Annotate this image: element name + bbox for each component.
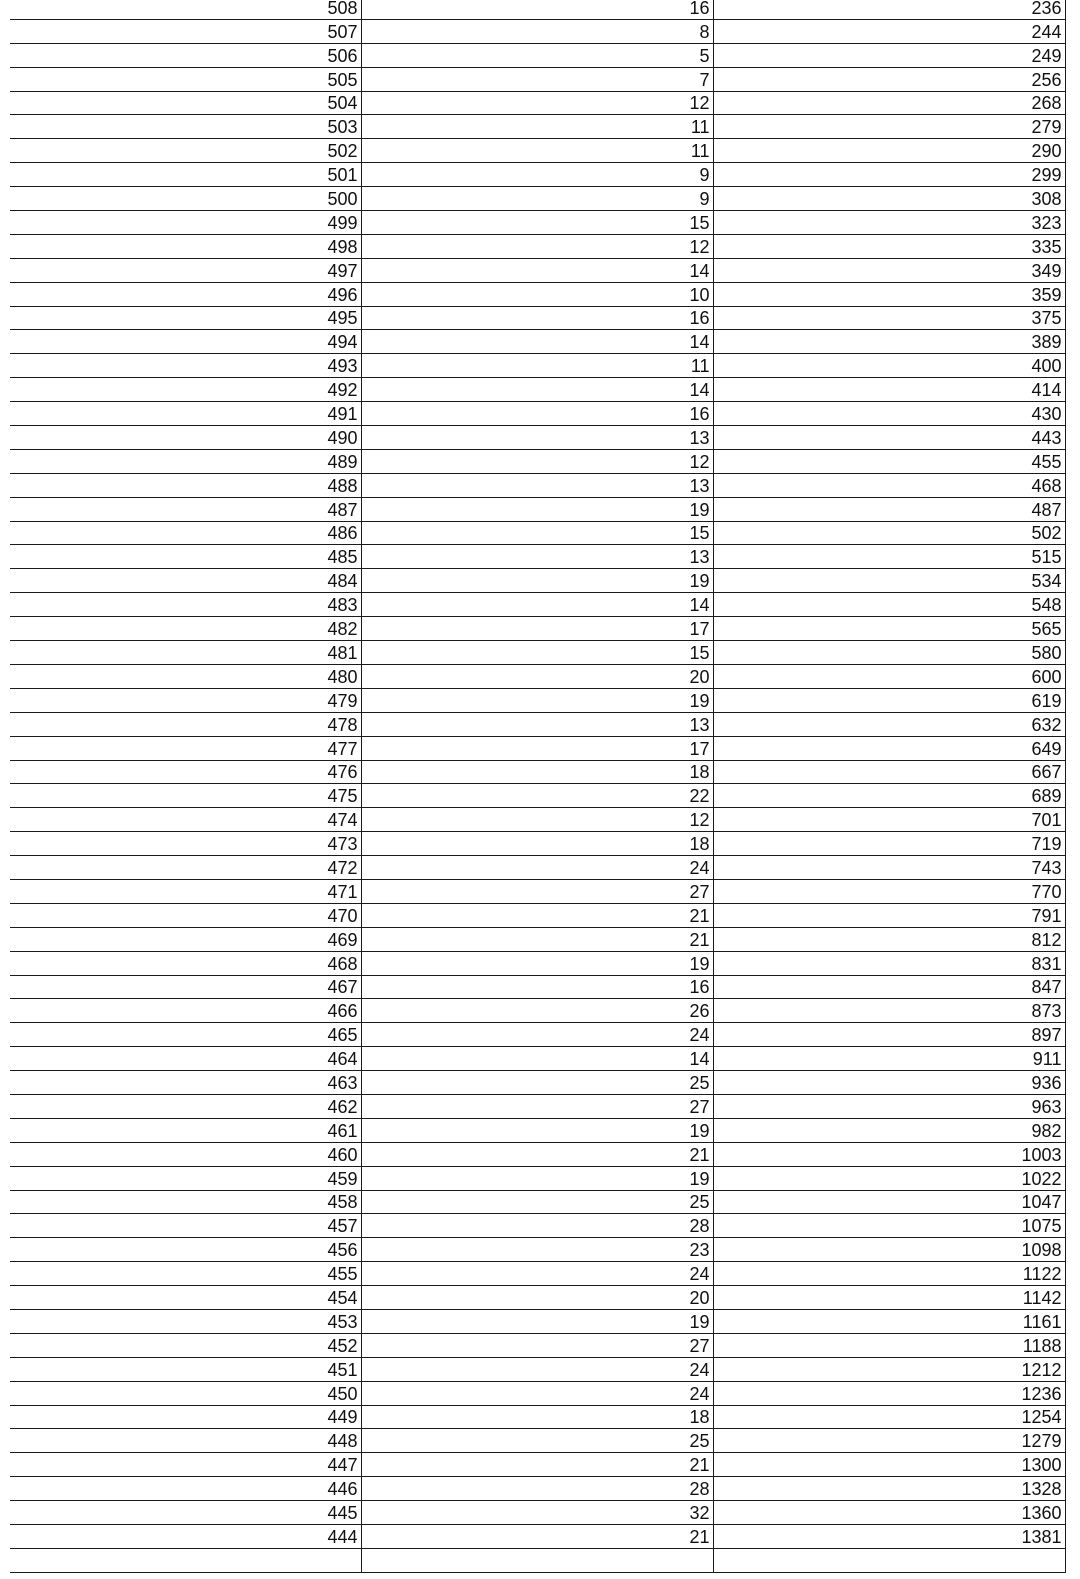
count-cell: 22 <box>361 784 713 808</box>
count-cell: 27 <box>361 1094 713 1118</box>
cumulative-count-cell: 236 <box>713 0 1065 19</box>
count-cell: 27 <box>361 879 713 903</box>
count-cell: 25 <box>361 1429 713 1453</box>
score-cell: 473 <box>10 832 361 856</box>
cumulative-count-cell: 1328 <box>713 1477 1065 1501</box>
count-cell: 24 <box>361 856 713 880</box>
table-row <box>10 0 1065 19</box>
score-cell: 452 <box>10 1333 361 1357</box>
score-cell: 467 <box>10 975 361 999</box>
table-row <box>10 139 1065 163</box>
table-row <box>10 306 1065 330</box>
score-cell: 499 <box>10 211 361 235</box>
score-cell: 492 <box>10 378 361 402</box>
table-row <box>10 1333 1065 1357</box>
table-row <box>10 760 1065 784</box>
cumulative-count-cell: 619 <box>713 688 1065 712</box>
count-cell: 16 <box>361 306 713 330</box>
cumulative-count-cell: 256 <box>713 67 1065 91</box>
score-cell: 444 <box>10 1525 361 1549</box>
score-cell: 457 <box>10 1214 361 1238</box>
cumulative-count-cell: 389 <box>713 330 1065 354</box>
score-cell: 477 <box>10 736 361 760</box>
count-cell: 27 <box>361 1333 713 1357</box>
cumulative-count-cell: 290 <box>713 139 1065 163</box>
table-row <box>10 234 1065 258</box>
count-cell: 14 <box>361 1047 713 1071</box>
count-cell: 16 <box>361 402 713 426</box>
table-row <box>10 473 1065 497</box>
score-cell: 497 <box>10 258 361 282</box>
score-cell: 463 <box>10 1071 361 1095</box>
score-cell: 460 <box>10 1142 361 1166</box>
score-cell: 470 <box>10 903 361 927</box>
cumulative-count-cell: 1300 <box>713 1453 1065 1477</box>
score-cell: 504 <box>10 91 361 115</box>
table-row <box>10 1190 1065 1214</box>
count-cell: 14 <box>361 258 713 282</box>
score-cell: 481 <box>10 641 361 665</box>
score-cell: 490 <box>10 426 361 450</box>
cumulative-count-cell: 897 <box>713 1023 1065 1047</box>
cumulative-count-cell: 1360 <box>713 1501 1065 1525</box>
cumulative-count-cell: 701 <box>713 808 1065 832</box>
count-cell: 15 <box>361 521 713 545</box>
cumulative-count-cell <box>713 1548 1065 1572</box>
cumulative-count-cell: 1003 <box>713 1142 1065 1166</box>
count-cell: 21 <box>361 903 713 927</box>
table-row <box>10 1405 1065 1429</box>
cumulative-count-cell: 649 <box>713 736 1065 760</box>
count-cell: 21 <box>361 927 713 951</box>
cumulative-count-cell: 515 <box>713 545 1065 569</box>
score-cell: 453 <box>10 1309 361 1333</box>
table-row <box>10 999 1065 1023</box>
cumulative-count-cell: 1212 <box>713 1357 1065 1381</box>
score-cell: 482 <box>10 617 361 641</box>
count-cell: 28 <box>361 1477 713 1501</box>
score-cell: 484 <box>10 569 361 593</box>
cumulative-count-cell: 873 <box>713 999 1065 1023</box>
count-cell: 11 <box>361 139 713 163</box>
score-cell: 449 <box>10 1405 361 1429</box>
score-cell: 501 <box>10 163 361 187</box>
score-cell: 461 <box>10 1118 361 1142</box>
table-row <box>10 449 1065 473</box>
count-cell: 12 <box>361 234 713 258</box>
count-cell: 26 <box>361 999 713 1023</box>
score-cell: 508 <box>10 0 361 19</box>
table-row <box>10 712 1065 736</box>
score-cell: 448 <box>10 1429 361 1453</box>
table-row <box>10 832 1065 856</box>
table-row <box>10 378 1065 402</box>
score-cell: 487 <box>10 497 361 521</box>
cumulative-count-cell: 689 <box>713 784 1065 808</box>
count-cell <box>361 1548 713 1572</box>
table-row <box>10 354 1065 378</box>
score-cell: 502 <box>10 139 361 163</box>
score-cell: 495 <box>10 306 361 330</box>
score-cell: 451 <box>10 1357 361 1381</box>
score-cell: 506 <box>10 43 361 67</box>
table-row <box>10 1501 1065 1525</box>
table-row <box>10 1548 1065 1572</box>
table-row <box>10 927 1065 951</box>
score-cell: 493 <box>10 354 361 378</box>
cumulative-count-cell: 982 <box>713 1118 1065 1142</box>
cumulative-count-cell: 770 <box>713 879 1065 903</box>
cumulative-count-cell: 349 <box>713 258 1065 282</box>
score-cell: 454 <box>10 1286 361 1310</box>
score-cell: 446 <box>10 1477 361 1501</box>
cumulative-count-cell: 400 <box>713 354 1065 378</box>
count-cell: 20 <box>361 664 713 688</box>
cumulative-count-cell: 430 <box>713 402 1065 426</box>
count-cell: 28 <box>361 1214 713 1238</box>
cumulative-count-cell: 279 <box>713 115 1065 139</box>
count-cell: 12 <box>361 449 713 473</box>
table-row <box>10 521 1065 545</box>
cumulative-count-cell: 1075 <box>713 1214 1065 1238</box>
cumulative-count-cell: 414 <box>713 378 1065 402</box>
table-row <box>10 211 1065 235</box>
score-cell: 505 <box>10 67 361 91</box>
table-row <box>10 330 1065 354</box>
table-row <box>10 91 1065 115</box>
count-cell: 9 <box>361 163 713 187</box>
table-row <box>10 1453 1065 1477</box>
table-row <box>10 664 1065 688</box>
count-cell: 19 <box>361 951 713 975</box>
count-cell: 10 <box>361 282 713 306</box>
table-row <box>10 258 1065 282</box>
table-row <box>10 1357 1065 1381</box>
count-cell: 14 <box>361 330 713 354</box>
table-row <box>10 903 1065 927</box>
cumulative-count-cell: 375 <box>713 306 1065 330</box>
count-cell: 24 <box>361 1262 713 1286</box>
cumulative-count-cell: 443 <box>713 426 1065 450</box>
score-cell: 474 <box>10 808 361 832</box>
table-row <box>10 1525 1065 1549</box>
score-cell: 455 <box>10 1262 361 1286</box>
table-row <box>10 808 1065 832</box>
count-cell: 21 <box>361 1453 713 1477</box>
table-row <box>10 426 1065 450</box>
score-cell: 456 <box>10 1238 361 1262</box>
score-cell: 450 <box>10 1381 361 1405</box>
cumulative-count-cell: 244 <box>713 19 1065 43</box>
cumulative-count-cell: 1142 <box>713 1286 1065 1310</box>
cumulative-count-cell: 847 <box>713 975 1065 999</box>
score-cell: 465 <box>10 1023 361 1047</box>
cumulative-count-cell: 936 <box>713 1071 1065 1095</box>
table-row <box>10 569 1065 593</box>
table-row <box>10 1477 1065 1501</box>
count-cell: 19 <box>361 1166 713 1190</box>
cumulative-count-cell: 308 <box>713 187 1065 211</box>
count-cell: 7 <box>361 67 713 91</box>
score-cell: 472 <box>10 856 361 880</box>
table-body <box>10 0 1065 1572</box>
table-row <box>10 163 1065 187</box>
cumulative-count-cell: 1161 <box>713 1309 1065 1333</box>
score-cell: 471 <box>10 879 361 903</box>
count-cell: 16 <box>361 0 713 19</box>
cumulative-count-cell: 1188 <box>713 1333 1065 1357</box>
score-cell: 458 <box>10 1190 361 1214</box>
score-cell: 478 <box>10 712 361 736</box>
table-row <box>10 1262 1065 1286</box>
cumulative-count-cell: 1254 <box>713 1405 1065 1429</box>
cumulative-count-cell: 1279 <box>713 1429 1065 1453</box>
score-cell: 462 <box>10 1094 361 1118</box>
table-row <box>10 975 1065 999</box>
cumulative-count-cell: 323 <box>713 211 1065 235</box>
count-cell: 17 <box>361 617 713 641</box>
score-cell: 469 <box>10 927 361 951</box>
score-cell: 447 <box>10 1453 361 1477</box>
cumulative-count-cell: 455 <box>713 449 1065 473</box>
cumulative-count-cell: 268 <box>713 91 1065 115</box>
table-row <box>10 282 1065 306</box>
table-row <box>10 19 1065 43</box>
cumulative-count-cell: 1022 <box>713 1166 1065 1190</box>
score-cell: 464 <box>10 1047 361 1071</box>
count-cell: 11 <box>361 354 713 378</box>
cumulative-count-cell: 335 <box>713 234 1065 258</box>
table-row <box>10 617 1065 641</box>
score-cell: 483 <box>10 593 361 617</box>
score-cell: 507 <box>10 19 361 43</box>
count-cell: 13 <box>361 545 713 569</box>
table-row <box>10 402 1065 426</box>
count-cell: 21 <box>361 1525 713 1549</box>
table-row <box>10 115 1065 139</box>
count-cell: 15 <box>361 641 713 665</box>
score-cell: 468 <box>10 951 361 975</box>
cumulative-count-cell: 1047 <box>713 1190 1065 1214</box>
table-row <box>10 1286 1065 1310</box>
count-cell: 25 <box>361 1071 713 1095</box>
table-row <box>10 1023 1065 1047</box>
score-cell: 480 <box>10 664 361 688</box>
score-cell: 503 <box>10 115 361 139</box>
table-row <box>10 951 1065 975</box>
score-cell: 496 <box>10 282 361 306</box>
count-cell: 11 <box>361 115 713 139</box>
table-row <box>10 1094 1065 1118</box>
table-row <box>10 1309 1065 1333</box>
count-cell: 13 <box>361 426 713 450</box>
score-cell: 489 <box>10 449 361 473</box>
cumulative-count-cell: 548 <box>713 593 1065 617</box>
table-row <box>10 736 1065 760</box>
score-cell: 475 <box>10 784 361 808</box>
score-cell: 466 <box>10 999 361 1023</box>
score-cell: 445 <box>10 1501 361 1525</box>
cumulative-count-cell: 487 <box>713 497 1065 521</box>
score-cell: 479 <box>10 688 361 712</box>
count-cell: 14 <box>361 378 713 402</box>
table-row <box>10 593 1065 617</box>
count-cell: 14 <box>361 593 713 617</box>
table-row <box>10 1238 1065 1262</box>
cumulative-count-cell: 359 <box>713 282 1065 306</box>
table-row <box>10 1381 1065 1405</box>
count-cell: 5 <box>361 43 713 67</box>
count-cell: 19 <box>361 1118 713 1142</box>
table-row <box>10 1047 1065 1071</box>
cumulative-count-cell: 468 <box>713 473 1065 497</box>
count-cell: 19 <box>361 569 713 593</box>
table-row <box>10 1071 1065 1095</box>
count-cell: 24 <box>361 1023 713 1047</box>
score-cell: 488 <box>10 473 361 497</box>
score-cell: 459 <box>10 1166 361 1190</box>
count-cell: 19 <box>361 497 713 521</box>
score-cell: 485 <box>10 545 361 569</box>
cumulative-count-cell: 963 <box>713 1094 1065 1118</box>
table-row <box>10 1142 1065 1166</box>
count-cell: 16 <box>361 975 713 999</box>
score-cell: 500 <box>10 187 361 211</box>
table-row <box>10 688 1065 712</box>
count-cell: 12 <box>361 808 713 832</box>
count-cell: 9 <box>361 187 713 211</box>
cumulative-count-cell: 791 <box>713 903 1065 927</box>
count-cell: 23 <box>361 1238 713 1262</box>
table-row <box>10 545 1065 569</box>
cumulative-count-cell: 1236 <box>713 1381 1065 1405</box>
cumulative-count-cell: 911 <box>713 1047 1065 1071</box>
count-cell: 17 <box>361 736 713 760</box>
count-cell: 18 <box>361 832 713 856</box>
count-cell: 15 <box>361 211 713 235</box>
cumulative-count-cell: 632 <box>713 712 1065 736</box>
count-cell: 8 <box>361 19 713 43</box>
count-cell: 21 <box>361 1142 713 1166</box>
count-cell: 12 <box>361 91 713 115</box>
count-cell: 25 <box>361 1190 713 1214</box>
score-cell: 476 <box>10 760 361 784</box>
score-distribution-table <box>10 0 1066 1573</box>
count-cell: 20 <box>361 1286 713 1310</box>
table-row <box>10 784 1065 808</box>
cumulative-count-cell: 812 <box>713 927 1065 951</box>
table-row <box>10 187 1065 211</box>
table-row <box>10 856 1065 880</box>
table-row <box>10 1429 1065 1453</box>
table-row <box>10 497 1065 521</box>
count-cell: 24 <box>361 1357 713 1381</box>
cumulative-count-cell: 249 <box>713 43 1065 67</box>
cumulative-count-cell: 502 <box>713 521 1065 545</box>
table-row <box>10 879 1065 903</box>
table-row <box>10 641 1065 665</box>
table-row <box>10 67 1065 91</box>
table-row <box>10 43 1065 67</box>
cumulative-count-cell: 580 <box>713 641 1065 665</box>
score-cell: 494 <box>10 330 361 354</box>
count-cell: 19 <box>361 1309 713 1333</box>
count-cell: 13 <box>361 473 713 497</box>
cumulative-count-cell: 1098 <box>713 1238 1065 1262</box>
table-row <box>10 1118 1065 1142</box>
cumulative-count-cell: 299 <box>713 163 1065 187</box>
cumulative-count-cell: 534 <box>713 569 1065 593</box>
count-cell: 32 <box>361 1501 713 1525</box>
cumulative-count-cell: 719 <box>713 832 1065 856</box>
count-cell: 24 <box>361 1381 713 1405</box>
count-cell: 18 <box>361 1405 713 1429</box>
cumulative-count-cell: 831 <box>713 951 1065 975</box>
count-cell: 19 <box>361 688 713 712</box>
cumulative-count-cell: 743 <box>713 856 1065 880</box>
score-cell: 486 <box>10 521 361 545</box>
score-cell <box>10 1548 361 1572</box>
table-row <box>10 1166 1065 1190</box>
cumulative-count-cell: 1122 <box>713 1262 1065 1286</box>
cumulative-count-cell: 1381 <box>713 1525 1065 1549</box>
cumulative-count-cell: 667 <box>713 760 1065 784</box>
count-cell: 18 <box>361 760 713 784</box>
count-cell: 13 <box>361 712 713 736</box>
score-cell: 498 <box>10 234 361 258</box>
score-cell: 491 <box>10 402 361 426</box>
cumulative-count-cell: 600 <box>713 664 1065 688</box>
cumulative-count-cell: 565 <box>713 617 1065 641</box>
table-row <box>10 1214 1065 1238</box>
